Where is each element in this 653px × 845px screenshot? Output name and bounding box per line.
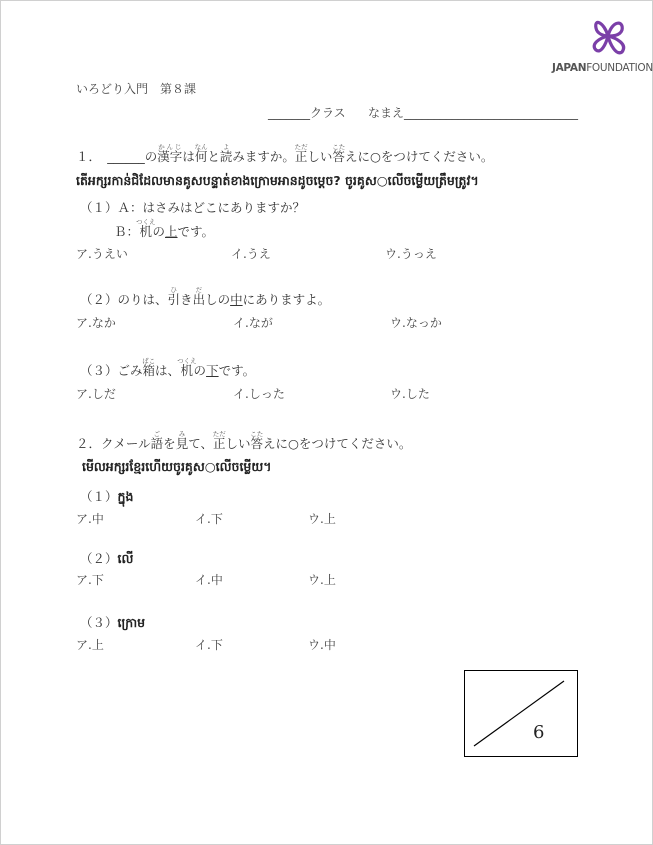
score-total: 6 bbox=[533, 722, 545, 743]
q2-item2-text: （２）លើ bbox=[80, 551, 134, 566]
q2-item3-text: （３）ក្រោម bbox=[80, 615, 146, 630]
score-diagonal-line bbox=[464, 670, 578, 757]
q2-item1-option-i[interactable]: イ.下 bbox=[195, 512, 223, 526]
q1-item1-option-a[interactable]: ア.うえい bbox=[76, 247, 128, 261]
q1-item2-text: （２）のりは、引ひき出だしの中にありますよ。 bbox=[80, 286, 331, 307]
name-field[interactable]: なまえ_____________________________ bbox=[368, 106, 579, 120]
q1-khmer-instruction: តើអក្សរកាន់ជិដែលមានគូសបន្ទាត់ខាងក្រោមអានដូចម្ដេច? ចូរគូស○លើចម្លើយត្រឹមត្រូវ។ bbox=[76, 173, 479, 188]
q1-item2-option-u[interactable]: ウ.なっか bbox=[390, 316, 442, 330]
q2-khmer-instruction: មើលអក្សរខ្មែរហើយចូរគូស○លើចម្លើយ។ bbox=[82, 459, 272, 474]
q2-item3-option-i[interactable]: イ.下 bbox=[195, 638, 223, 652]
q1-item1-option-i[interactable]: イ.うえ bbox=[231, 247, 271, 261]
q1-item3-option-a[interactable]: ア.しだ bbox=[76, 387, 116, 401]
class-field[interactable]: _______クラス bbox=[268, 106, 346, 120]
q1-item3-option-u[interactable]: ウ.した bbox=[390, 387, 430, 401]
q2-item3-option-u[interactable]: ウ.中 bbox=[308, 638, 336, 652]
q2-item2-option-i[interactable]: イ.中 bbox=[195, 573, 223, 587]
q2-item1-text: （１）ក្នុង bbox=[80, 489, 134, 504]
butterfly-logo-icon bbox=[584, 14, 632, 58]
q1-item2-option-a[interactable]: ア.なか bbox=[76, 316, 116, 330]
q2-instruction: ２．クメール語ごを見みて、正ただしい答こたえに○をつけてください。 bbox=[76, 430, 412, 451]
q2-item2-option-u[interactable]: ウ.上 bbox=[308, 573, 336, 587]
logo-wordmark: JAPANFOUNDATION bbox=[552, 62, 653, 74]
q2-item1-option-u[interactable]: ウ.上 bbox=[308, 512, 336, 526]
q1-item1-line-a: （１）Ａ：はさみはどこにありますか？ bbox=[80, 200, 306, 215]
q2-item3-option-a[interactable]: ア.上 bbox=[76, 638, 104, 652]
q1-item3-option-i[interactable]: イ.しった bbox=[233, 387, 285, 401]
q2-item1-option-a[interactable]: ア.中 bbox=[76, 512, 104, 526]
q1-item3-text: （３）ごみ箱ばこは、机つくえの下です。 bbox=[80, 357, 256, 378]
q1-item1-option-u[interactable]: ウ.うっえ bbox=[385, 247, 437, 261]
q2-item2-option-a[interactable]: ア.下 bbox=[76, 573, 104, 587]
q1-item1-line-b: Ｂ：机つくえの上です。 bbox=[114, 218, 215, 239]
q1-item2-option-i[interactable]: イ.なが bbox=[233, 316, 273, 330]
q1-instruction: １． ______の漢字かんじは何なんと読よみますか。正ただしい答こたえに○をつけてください。 bbox=[76, 143, 494, 164]
course-title: いろどり入門 第８課 bbox=[76, 82, 197, 96]
